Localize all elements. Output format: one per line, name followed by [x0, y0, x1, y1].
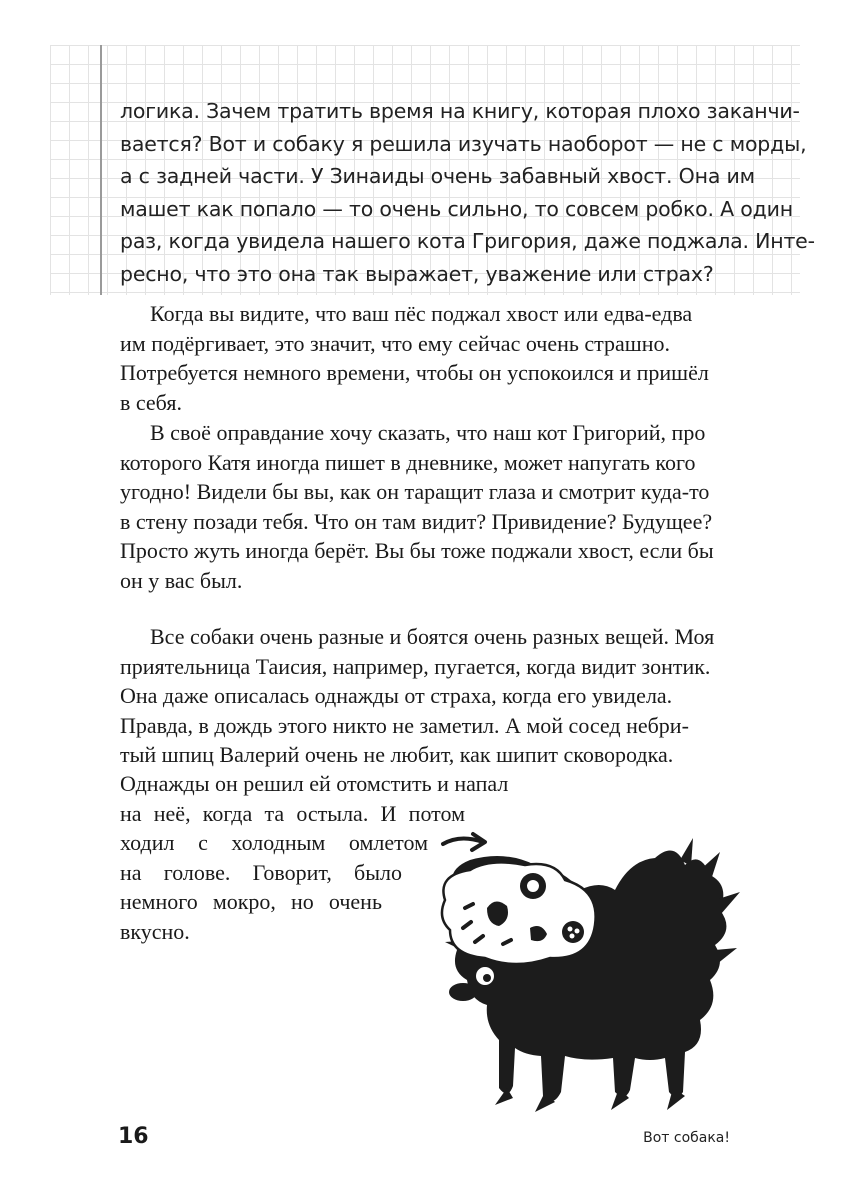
text-line: Когда вы видите, что ваш пёс поджал хвост или едва-едва — [150, 301, 693, 326]
paragraph-dog-fears — [120, 622, 735, 770]
diary-line: раз, когда увидела нашего кота Григория, даже поджала. Инте- — [120, 229, 815, 253]
text-line: он у вас был. — [120, 567, 243, 593]
text-line: приятельница Таисия, например, пугается, когда видит зонтик. — [120, 653, 711, 679]
diary-line: а с задней части. У Зинаиды очень забавный хвост. Она им — [120, 164, 755, 188]
text-line: ходил с холодным омлетом — [120, 830, 428, 855]
omelet-icon — [442, 862, 596, 964]
text-line: на неё, когда та остыла. И потом — [120, 800, 465, 826]
text-line: в себя. — [120, 389, 182, 415]
text-line: Она даже описалась однажды от страха, когда его увидела. — [120, 683, 673, 708]
diary-entry-text — [120, 95, 815, 290]
text-line: Просто жуть иногда берёт. Вы бы тоже поджали хвост, если бы — [120, 538, 714, 563]
text-line: тый шпиц Валерий очень не любит, как шипит сковородка. — [120, 742, 674, 767]
running-title: Вот собака! — [643, 1130, 730, 1146]
text-line: на голове. Говорит, было — [120, 859, 402, 885]
dog-with-omelet-illustration — [415, 830, 745, 1130]
text-line: В своё оправдание хочу сказать, что наш кот Григорий, про — [150, 420, 706, 445]
text-line: им подёргивает, это значит, что ему сейчас очень страшно. — [120, 330, 671, 356]
text-line: Потребуется немного времени, чтобы он успокоился и пришёл — [120, 360, 709, 385]
arrow-icon — [443, 834, 485, 850]
text-line: Однажды он решил ей отомстить и напал — [120, 771, 509, 796]
paragraph-cat-grigory — [120, 418, 735, 595]
text-line: в стену позади тебя. Что он там видит? Привидение? Будущее? — [120, 508, 713, 534]
text-line: Все собаки очень разные и боятся очень разных вещей. Моя — [150, 624, 715, 649]
diary-line: вается? Вот и собаку я решила изучать наоборот — не с морды, — [120, 131, 807, 156]
diary-line: ресно, что это она так выражает, уважение или страх? — [120, 261, 714, 286]
notebook-margin-line — [100, 45, 102, 295]
paragraph-tail-fear — [120, 299, 735, 417]
diary-line: логика. Зачем тратить время на книгу, которая плохо заканчи- — [120, 99, 800, 123]
page-number: 16 — [118, 1124, 149, 1149]
text-line: вкусно. — [120, 918, 190, 944]
text-line: немного мокро, но очень — [120, 889, 382, 914]
diary-line: машет как попало — то очень сильно, то совсем робко. А один — [120, 196, 793, 221]
text-line: Правда, в дождь этого никто не заметил. А мой сосед небри- — [120, 712, 689, 738]
text-line: которого Катя иногда пишет в дневнике, может напугать кого — [120, 449, 696, 475]
diary-notebook-block — [50, 45, 815, 295]
text-line: угодно! Видели бы вы, как он таращит глаза и смотрит куда-то — [120, 479, 710, 504]
